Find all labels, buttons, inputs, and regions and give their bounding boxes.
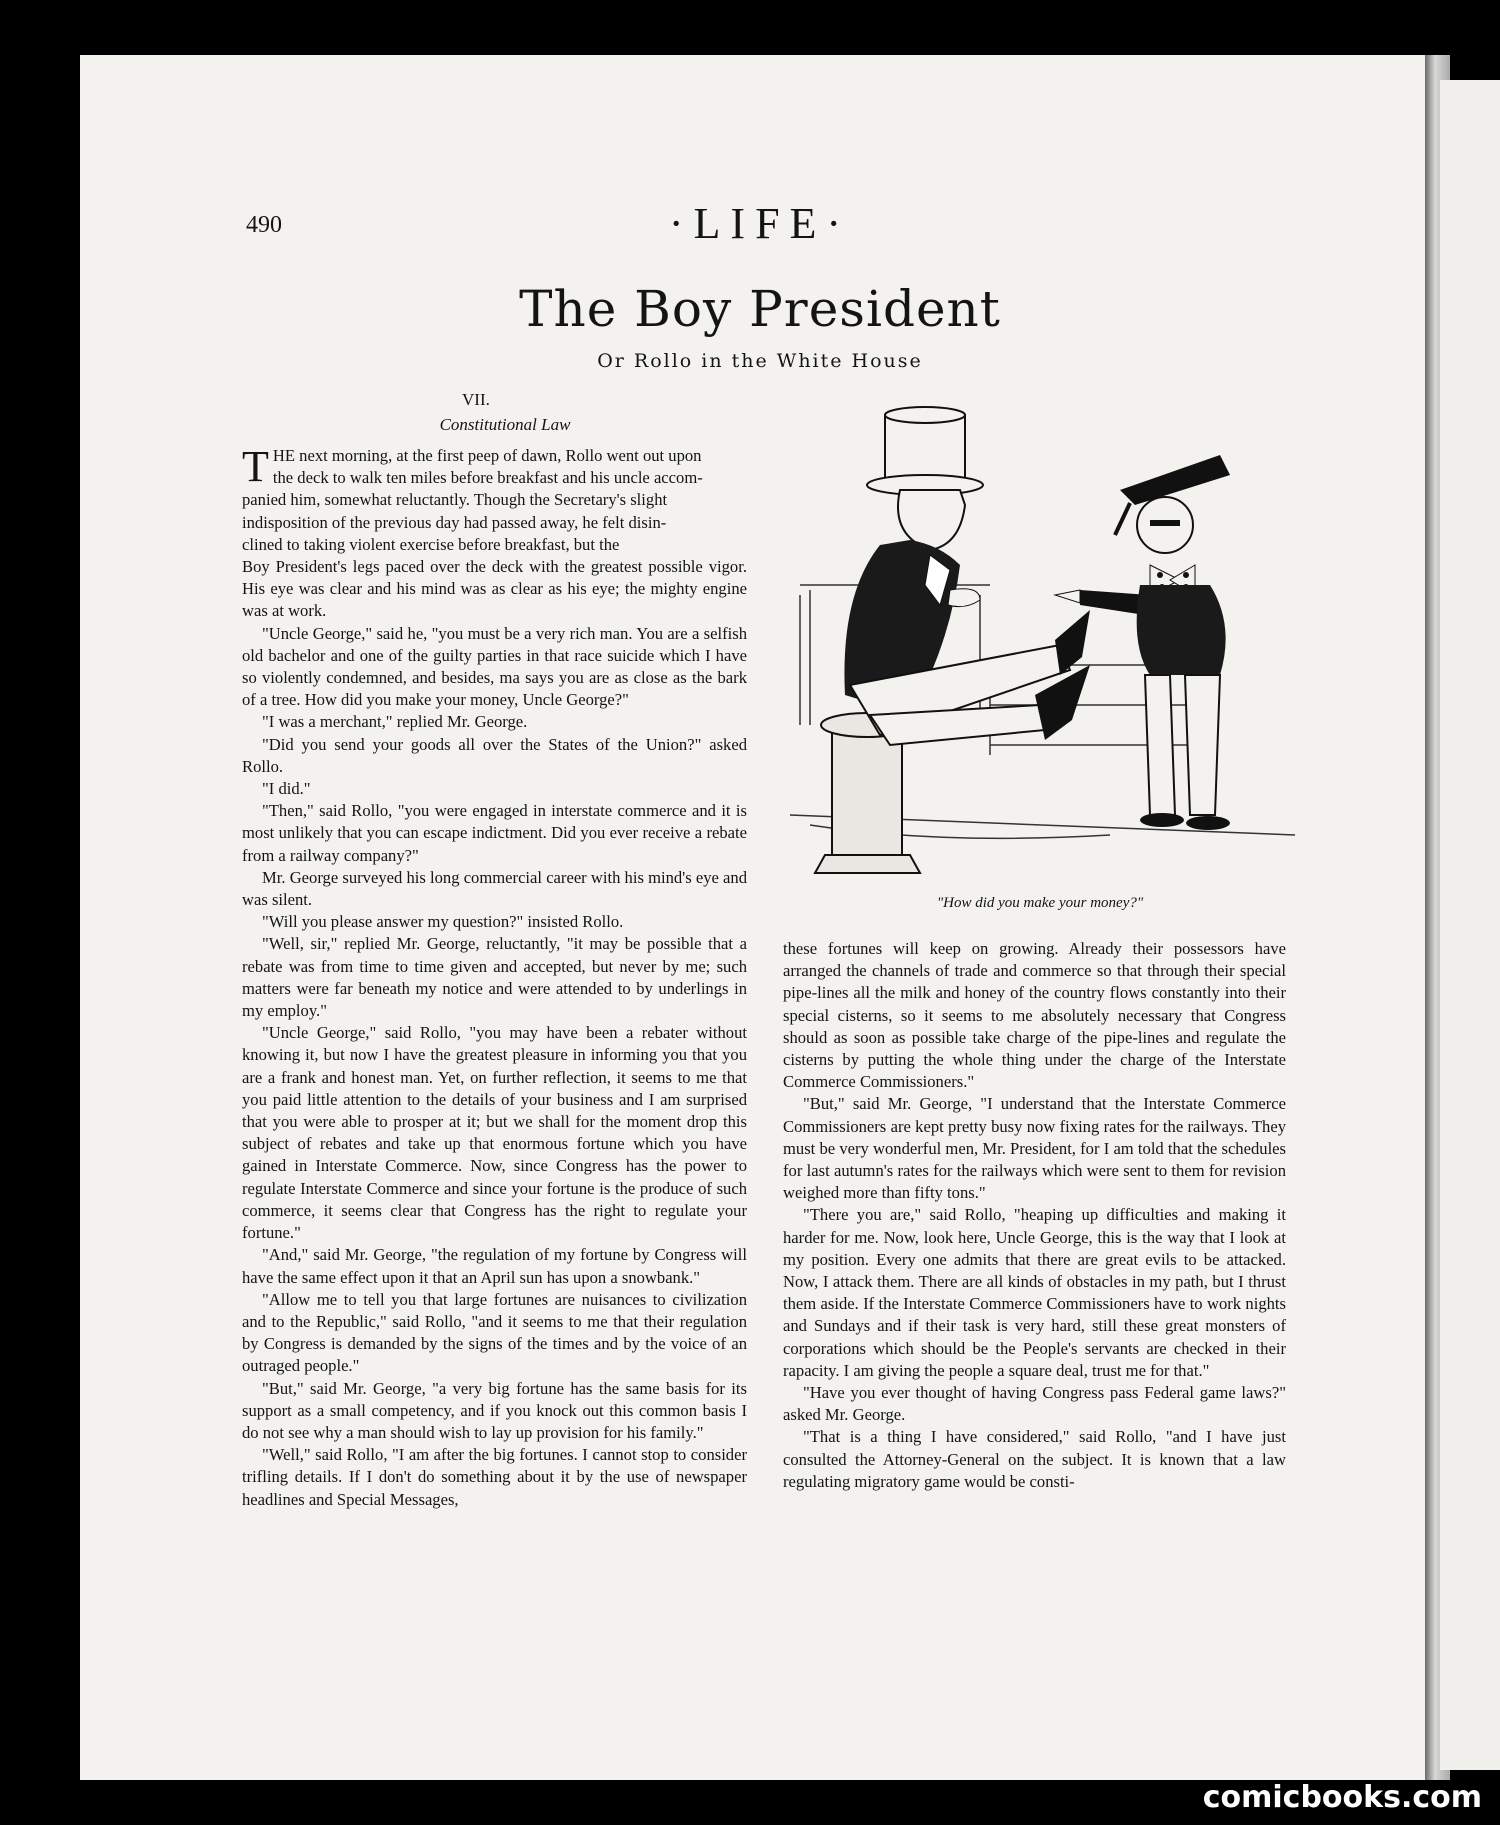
right-column <box>783 938 1286 1493</box>
intro-line: clined to taking violent exercise before breakfast, but the <box>242 534 620 554</box>
left-column <box>242 556 747 1511</box>
uncle-george-figure <box>844 407 1090 745</box>
chapter-title: Constitutional Law <box>439 415 571 434</box>
intro-paragraph <box>242 442 802 556</box>
paragraph: "But," said Mr. George, "a very big fortune has the same basis for its support as a small competency, and if you knock out this common basis I do not see why a man should wish to lay up provision for his family." <box>242 1378 747 1442</box>
paragraph: Boy President's legs paced over the deck with the greatest possible vigor. His eye was clear and his mind was as clear as his eye; the mighty engine was at work. <box>242 557 747 621</box>
paragraph: "Allow me to tell you that large fortunes are nuisances to civilization and to the Republic," said Rollo, "and it seems to me that their regulation by Congress is demanded by the signs of the times and by the voice of an outraged people." <box>242 1289 747 1376</box>
paragraph: "Uncle George," said he, "you must be a very rich man. You are a selfish old bachelor and one of the guilty parties in that race suicide which I have so violently condemned, and besides, ma says you are as close as the bark of a tree. How did you make your money, Uncle George?" <box>242 623 747 710</box>
paragraph: "Will you please answer my question?" insisted Rollo. <box>262 912 624 932</box>
paragraph: "Have you ever thought of having Congress pass Federal game laws?" asked Mr. George. <box>783 1383 1286 1425</box>
paragraph: "Uncle George," said Rollo, "you may have been a rebater without knowing it, but now I have the greatest pleasure in informing you that you are a frank and honest man. Yet, on further reflection, it seems to me that you paid little attention to the details of your business and I am surprised that you were able to prosper at it; but we shall for the moment drop this subject of rebates and take up that enormous fortune which you have gained in Interstate Commerce. Now, since Congress has the power to regulate Interstate Commerce and since your fortune is the produce of such commerce, it seems clear that Congress has the right to regulate your fortune." <box>242 1023 747 1243</box>
intro-line: panied him, somewhat reluctantly. Though the Secretary's slight <box>242 490 668 510</box>
paragraph: "But," said Mr. George, "I understand that the Interstate Commerce Commissioners are kept pretty busy now fixing rates for the railways. They must be very wonderful men, Mr. President, for I am told that the schedules for last autumn's rates for the railways which were sent to them for revision weighed more than fifty tons." <box>783 1094 1286 1203</box>
intro-line: indisposition of the previous day had passed away, he felt disin- <box>242 512 667 532</box>
paragraph: Mr. George surveyed his long commercial career with his mind's eye and was silent. <box>242 867 747 910</box>
paragraph: "And," said Mr. George, "the regulation of my fortune by Congress will have the same effect upon it that an April sun has upon a snowbank." <box>242 1245 747 1287</box>
article-title: The Boy President <box>519 280 1001 338</box>
paragraph: "Well," said Rollo, "I am after the big fortunes. I cannot stop to consider trifling details. If I don't do something about it by the use of newspaper headlines and Special Messages, <box>242 1445 747 1509</box>
illustration-caption: "How did you make your money?" <box>936 895 1144 911</box>
paragraph: "I was a merchant," replied Mr. George. <box>262 712 528 732</box>
next-page-edge <box>1440 80 1500 1770</box>
chapter-number: VII. <box>462 390 490 409</box>
paragraph: "That is a thing I have considered," said Rollo, "and I have just consulted the Attorney-General on the subject. It is known that a law regulating migratory game would be consti- <box>783 1427 1286 1491</box>
paragraph: "Did you send your goods all over the States of the Union?" asked Rollo. <box>242 734 747 776</box>
page-number: 490 <box>246 212 282 238</box>
intro-line: HE next morning, at the first peep of dawn, Rollo went out upon <box>272 446 702 465</box>
masthead: ·LIFE· <box>668 199 852 248</box>
paragraph: these fortunes will keep on growing. Already their possessors have arranged the channels of trade and commerce so that through their special pipe-lines all the milk and honey of the country flows constantly into their special cisterns, so it seems to me absolutely necessary that Congress should as soon as possible take charge of the pipe-lines and regulate the cisterns by putting the whole thing under the charge of the Interstate Commerce Commissioners." <box>783 939 1286 1092</box>
paragraph: "Then," said Rollo, "you were engaged in interstate commerce and it is most unlikely that you can escape indictment. Did you ever receive a rebate from a railway company?" <box>242 801 747 865</box>
paragraph: "There you are," said Rollo, "heaping up difficulties and making it harder for me. Now, look here, Uncle George, this is the way that I look at my position. Every one admits that there are great evils to be attacked. Now, I attack them. There are all kinds of obstacles in my path, but I thrust them aside. If the Interstate Commerce Commissioners have to work nights and Sundays and if their task is very hard, still these great monsters of corporations which should be the People's servants are checked in their rapacity. I am giving the people a square deal, trust me for that." <box>783 1205 1286 1380</box>
paragraph: "Well, sir," replied Mr. George, reluctantly, "it may be possible that a rebate was from time to time given and accepted, but never by me; such matters were far beneath my notice and were attended to by underlings in my employ." <box>242 934 747 1021</box>
paragraph: "I did." <box>262 779 311 799</box>
illustration <box>790 395 1295 875</box>
article-subtitle: Or Rollo in the White House <box>597 350 923 372</box>
watermark: comicbooks.com <box>1202 1780 1482 1815</box>
drop-cap: T <box>242 442 269 491</box>
intro-line: the deck to walk ten miles before breakfast and his uncle accom- <box>272 468 703 488</box>
